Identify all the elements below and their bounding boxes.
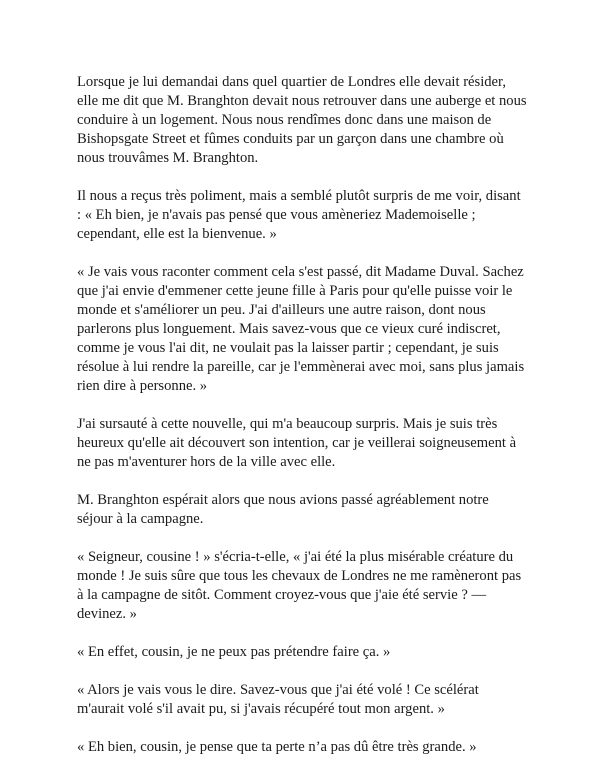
paragraph-5: M. Branghton espérait alors que nous avions passé agréablement notre séjour à la campagne. <box>77 492 489 527</box>
paragraph-6: « Seigneur, cousine ! » s'écria-t-elle, « j'ai été la plus misérable créature du monde ! Je suis sûre que tous les chevaux de Londres ne me ramèneront pas à la campagne de sitôt. Comment croyez-vous que j'aie été servie ? — devinez. » <box>77 549 522 622</box>
paragraph-9: « Eh bien, cousin, je pense que ta perte n’a pas dû être très grande. » <box>77 739 477 755</box>
paragraph-2: Il nous a reçus très poliment, mais a semblé plutôt surpris de me voir, disant : « Eh bien, je n'avais pas pensé que vous amèneriez Mademoiselle ; cependant, elle est la bienvenue. » <box>77 188 521 242</box>
body-text <box>77 73 527 776</box>
paragraph-7: « En effet, cousin, je ne peux pas prétendre faire ça. » <box>77 644 391 660</box>
paragraph-1: Lorsque je lui demandai dans quel quartier de Londres elle devait résider, elle me dit que M. Branghton devait nous retrouver dans une auberge et nous conduire à un logement. Nous nous rendîmes donc dans une maison de Bishopsgate Street et fûmes conduits par un garçon dans une chambre où nous trouvâmes M. Branghton. <box>77 74 527 166</box>
paragraph-3: « Je vais vous raconter comment cela s'est passé, dit Madame Duval. Sachez que j'ai envie d'emmener cette jeune fille à Paris pour qu'elle puisse voir le monde et s'améliorer un peu. J'ai d'ailleurs une autre raison, dont nous parlerons plus longuement. Mais savez-vous que ce vieux curé indiscret, comme je vous l'ai dit, ne voulait pas la laisser partir ; cependant, je suis résolue à lui rendre la pareille, car je l'emmènerai avec moi, sans plus jamais rien dire à personne. » <box>77 264 525 394</box>
paragraph-4: J'ai sursauté à cette nouvelle, qui m'a beaucoup surpris. Mais je suis très heureux qu'elle ait découvert son intention, car je veillerai soigneusement à ne pas m'aventurer hors de la ville avec elle. <box>77 416 517 470</box>
paragraph-8: « Alors je vais vous le dire. Savez-vous que j'ai été volé ! Ce scélérat m'aurait volé s'il avait pu, si j'avais récupéré tout mon argent. » <box>77 682 479 717</box>
